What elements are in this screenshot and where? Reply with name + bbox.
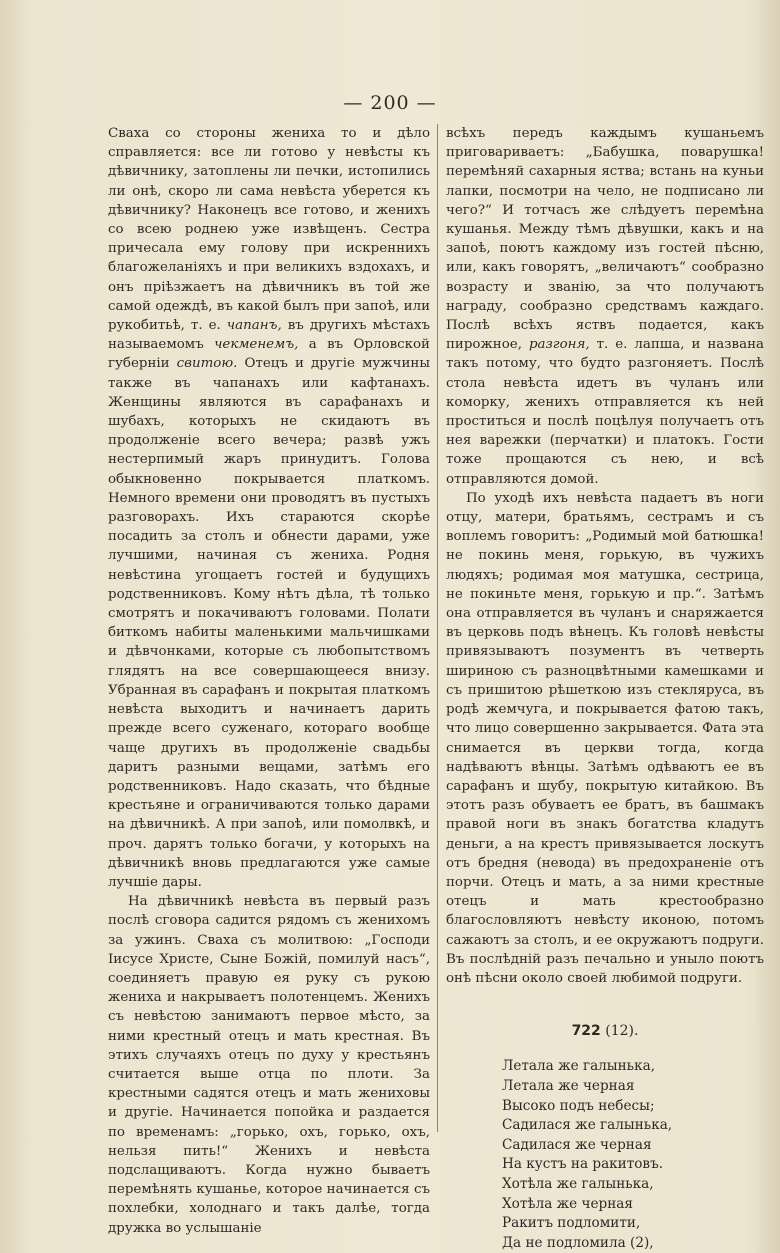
verse-line: Садилася же галынька, (502, 1117, 673, 1134)
paragraph (446, 124, 764, 489)
verse-line: Хотѣла же черная (502, 1195, 633, 1212)
italic-term: чапанъ, (226, 318, 282, 334)
verse-line: Садилася же черная (502, 1136, 652, 1153)
song-subnumber: (12). (600, 1023, 639, 1040)
text-run: Сваха со стороны жениха то и дѣло справляется: все ли готово у невѣсты къ дѣвичнику, затоплены ли печки, истопились ли онѣ, скоро ли сама невѣста уберется къ дѣвичнику? Наконецъ все готово, и женихъ со всею роднею уже извѣщенъ. Сестра причесала ему голову при искреннихъ благожеланіяхъ и при великихъ вздохахъ, и онъ пріѣзжаетъ на дѣвичникъ въ той же самой одеждѣ, въ какой былъ при запоѣ, или рукобитьѣ, т. е. (108, 126, 430, 334)
italic-term: разгоня, (528, 337, 590, 353)
text-run: а въ Орловской губерніи (108, 337, 430, 372)
text-run: Отецъ и другіе мужчины также въ чапанахъ или кафтанахъ. Женщины являются въ сарафанахъ и шубахъ, которыхъ не скидаютъ въ продолженіе всего вечера; развѣ ужъ нестерпимый жаръ принудитъ. Голова обыкновенно покрывается платкомъ. Немного времени они проводятъ въ пустыхъ разговорахъ. Ихъ стараются скорѣе посадить за столъ и обнести дарами, уже лучшими, начиная съ жениха. Родня невѣстина угощаетъ гостей и будущихъ родственниковъ. Кому нѣтъ дѣла, тѣ только смотрятъ и покачиваютъ головами. Полати биткомъ набиты маленькими мальчишками и дѣвчонками, которые съ любопытствомъ глядятъ на все совершающееся внизу. Убранная въ сарафанъ и покрытая платкомъ невѣста выходитъ и начинаетъ дарить прежде всего суженаго, котораго вообще чаще другихъ въ продолженіе свадьбы даритъ разными вещами, затѣмъ его родственниковъ. Надо сказать, что бѣдные крестьяне и ограничиваются только дарами на дѣвичникѣ. А при запоѣ, или помолвкѣ, и проч. дарятъ только богачи, у которыхъ на дѣвичникѣ вновь предлагаются уже самые лучшіе дары. (108, 356, 430, 890)
song-heading (446, 1022, 764, 1041)
verse-line: Да не подломила (2), (502, 1234, 654, 1251)
text-run: всѣхъ передъ каждымъ кушаньемъ приговариваетъ: „Бабушка, поварушка! перемѣняй сахарныя яства; встань на куньи лапки, посмотри на чело, не подписано ли чего?“ И тотчасъ же слѣдуетъ перемѣна кушанья. Между тѣмъ дѣвушки, какъ и на запоѣ, поютъ каждому изъ гостей пѣсню, или, какъ говорятъ, „величаютъ“ сообразно возрасту и званію, за что получаютъ награду, сообразно средствамъ каждаго. Послѣ всѣхъ яствъ подается, какъ пирожное, (446, 126, 764, 353)
italic-term: чекменемъ, (214, 337, 299, 353)
text-run: въ другихъ мѣстахъ называемомъ (108, 318, 430, 353)
paragraph (108, 124, 430, 892)
verse-line: Летала же черная (502, 1077, 635, 1094)
paragraph: На дѣвичникѣ невѣста въ первый разъ послѣ сговора садится рядомъ съ женихомъ за ужинъ. Сваха съ молитвою: „Господи Іисусе Христе, Сыне Божій, помилуй насъ“, соединяетъ правую ея руку съ рукою жениха и накрываетъ полотенцемъ. Женихъ съ невѣстою занимаютъ первое мѣсто, за ними крестный отецъ и мать крестная. Въ этихъ случаяхъ отецъ по духу у крестьянъ считается выше отца по плоти. За крестными садятся отецъ и мать жениховы и другіе. Начинается попойка и раздается по временамъ: „горько, охъ, горько, охъ, нельзя пить!“ Женихъ и невѣста подслащиваютъ. Когда нужно бываетъ перемѣнять кушанье, которое начинается съ похлебки, холоднаго и такъ далѣе, тогда дружка во услышаніе (108, 894, 430, 1236)
left-column (108, 124, 430, 1238)
column-divider (437, 124, 438, 1132)
verse-line: Ракитъ подломити, (502, 1215, 641, 1232)
paragraph: По уходѣ ихъ невѣста падаетъ въ ноги отцу, матери, братьямъ, сестрамъ и съ воплемъ говоритъ: „Родимый мой батюшка! не покинь меня, горькую, въ чужихъ людяхъ; родимая моя матушка, сестрица, не покиньте меня, горькую и пр.“. Затѣмъ она отправляется въ чуланъ и снаряжается въ церковь подъ вѣнецъ. Къ головѣ невѣсты привязываютъ позументъ въ четверть шириною съ разноцвѣтными камешками и съ пришитою рѣшеткою изъ стекляруса, въ родѣ жемчуга, и покрывается фатою такъ, что лицо совершенно закрывается. Фата эта снимается въ церкви тогда, когда надѣваютъ вѣнцы. Затѣмъ одѣваютъ ее въ сарафанъ и шубу, покрытую китайкою. Въ этотъ разъ обуваетъ ее братъ, въ башмакъ правой ноги въ знакъ богатства кладутъ деньги, а на крестъ привязывается лоскутъ отъ бредня (невода) въ предохраненіе отъ порчи. Отецъ и мать, а за ними крестные отецъ и мать крестообразно благословляютъ невѣсту иконою, потомъ сажаютъ за столъ, и ее окружаютъ подруги. Въ послѣдній разъ печально и уныло поютъ онѣ пѣсни около своей любимой подруги. (446, 490, 764, 986)
italic-term: свитою. (176, 356, 238, 372)
page-number: — 200 — (343, 92, 437, 114)
right-column (446, 124, 764, 1253)
verse-line: Хотѣла же галынька, (502, 1175, 654, 1192)
song-number: 722 (571, 1023, 601, 1040)
verse-line: На кустъ на ракитовъ. (502, 1156, 664, 1173)
text-run: т. е. лапша, и названа такъ потому, что будто разгоняетъ. Послѣ стола невѣста идетъ въ чуланъ или коморку, женихъ отправляется къ ней проститься и послѣ поцѣлуя получаетъ отъ нея варежки (перчатки) и платокъ. Гости тоже прощаются съ нею, и всѣ отправляются домой. (446, 337, 764, 487)
verse-line: Высоко подъ небесы; (502, 1097, 655, 1114)
verse-line: Летала же галынька, (502, 1058, 656, 1075)
song-verse (502, 1057, 764, 1253)
